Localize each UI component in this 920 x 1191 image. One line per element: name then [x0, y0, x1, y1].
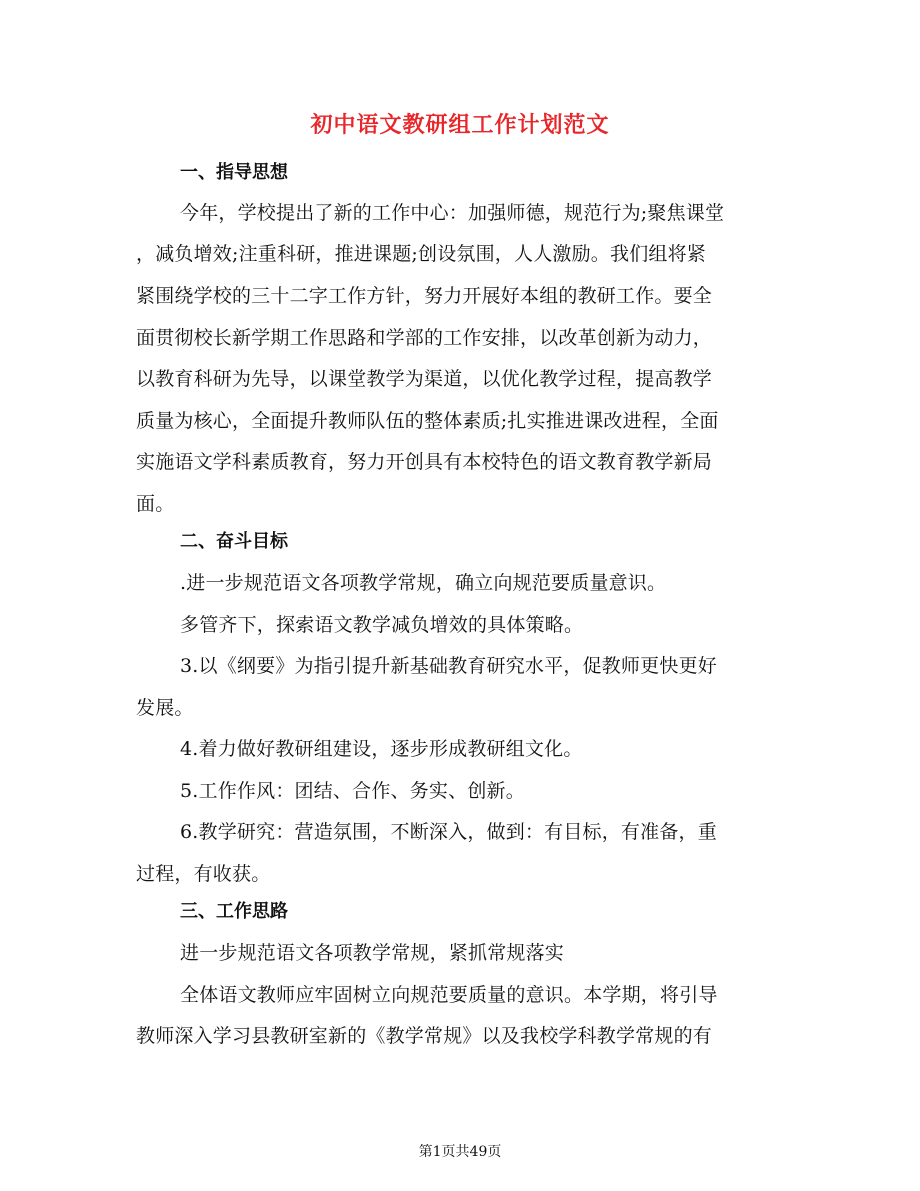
section-heading-goals: 二、奋斗目标 — [180, 531, 288, 552]
section-heading-guiding-thought: 一、指导思想 — [180, 162, 288, 183]
list-item: 3.以《纲要》为指引提升新基础教育研究水平，促教师更快更好 — [180, 655, 717, 677]
paragraph-line: 全体语文教师应牢固树立向规范要质量的意识。本学期，将引导 — [180, 984, 718, 1006]
paragraph-line: 实施语文学科素质教育，努力开创具有本校特色的语文教育教学新局 — [136, 451, 713, 473]
list-item: .进一步规范语文各项教学常规，确立向规范要质量意识。 — [180, 572, 667, 594]
list-item: 多管齐下，探索语文教学减负增效的具体策略。 — [180, 614, 584, 636]
paragraph-line: 教师深入学习县教研室新的《教学常规》以及我校学科教学常规的有 — [136, 1025, 713, 1047]
list-item: 4.着力做好教研组建设，逐步形成教研组文化。 — [180, 738, 583, 760]
paragraph-line: 进一步规范语文各项教学常规，紧抓常规落实 — [180, 942, 565, 964]
paragraph-line: ，减负增效;注重科研，推进课题;创设氛围，人人激励。我们组将紧 — [136, 243, 707, 265]
list-item-continuation: 过程，有收获。 — [136, 863, 271, 885]
paragraph-line: 面。 — [136, 493, 175, 515]
paragraph-line: 质量为核心，全面提升教师队伍的整体素质;扎实推进课改进程，全面 — [136, 410, 719, 432]
paragraph-line: 紧围绕学校的三十二字工作方针，努力开展好本组的教研工作。要全 — [136, 285, 713, 307]
paragraph-line: 以教育科研为先导，以课堂教学为渠道，以优化教学过程，提高教学 — [136, 368, 713, 390]
paragraph-line: 今年，学校提出了新的工作中心：加强师德，规范行为;聚焦课堂 — [180, 202, 725, 224]
document-title: 初中语文教研组工作计划范文 — [310, 112, 610, 138]
page-number: 第1页共49页 — [418, 1144, 502, 1160]
list-item: 6.教学研究：营造氛围，不断深入，做到：有目标，有准备，重 — [180, 821, 717, 843]
list-item: 5.工作作风：团结、合作、务实、创新。 — [180, 780, 525, 802]
paragraph-line: 面贯彻校长新学期工作思路和学部的工作安排，以改革创新为动力， — [136, 327, 713, 349]
list-item-continuation: 发展。 — [136, 697, 194, 719]
section-heading-work-ideas: 三、工作思路 — [180, 901, 288, 922]
